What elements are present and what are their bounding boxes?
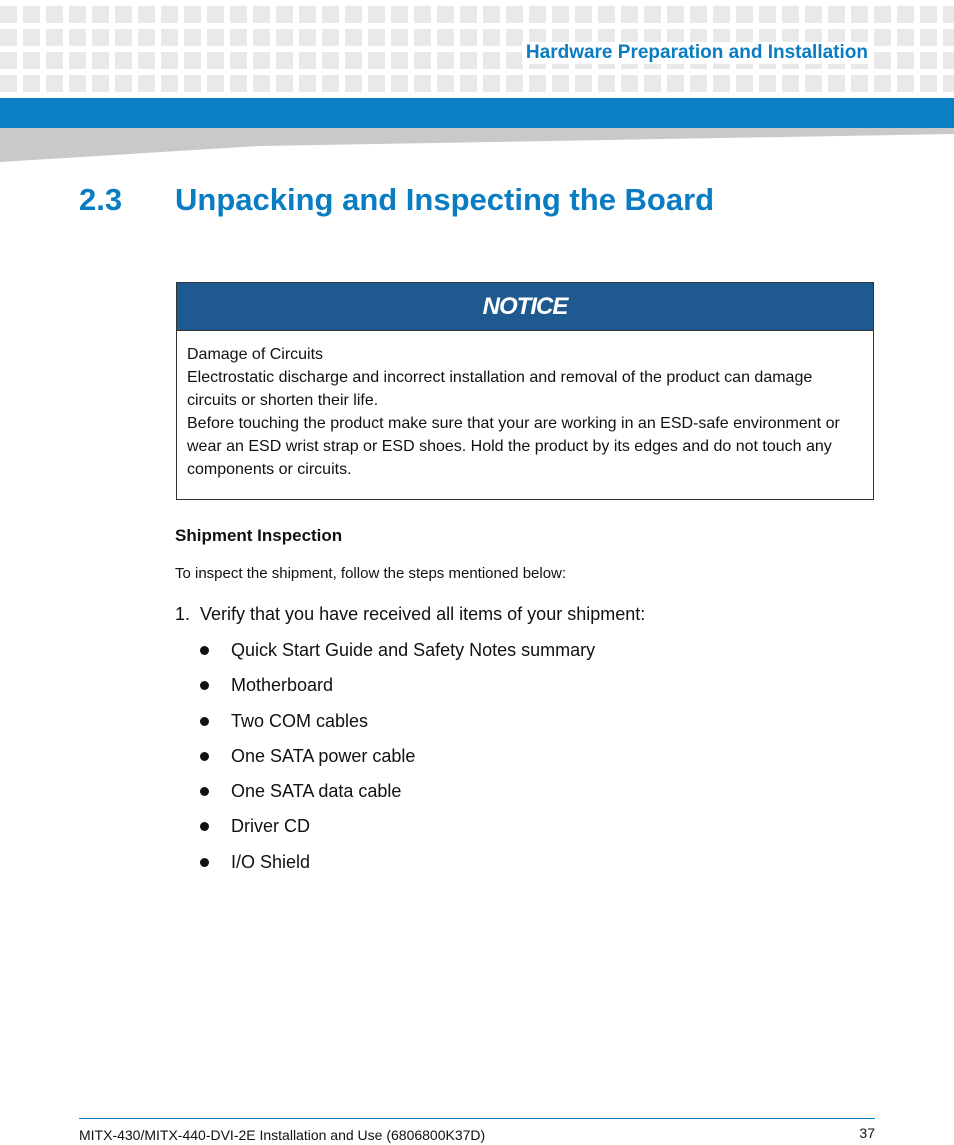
header-swoosh: [0, 128, 954, 164]
bullet-icon: [200, 822, 209, 831]
footer-document-title: MITX-430/MITX-440-DVI-2E Installation and Use (6806800K37D): [79, 1127, 486, 1143]
list-item: [200, 850, 595, 885]
bullet-icon: [200, 858, 209, 867]
bullet-icon: [200, 752, 209, 761]
notice-heading: Damage of Circuits: [187, 346, 324, 363]
notice-paragraph-1: Electrostatic discharge and incorrect installation and removal of the product can damage circuits or shorten their life.: [187, 369, 813, 409]
notice-box: [176, 282, 874, 500]
footer-rule: [79, 1118, 875, 1119]
list-item: [200, 709, 595, 744]
bullet-icon: [200, 646, 209, 655]
list-item: [200, 744, 595, 779]
shipment-subheading: Shipment Inspection: [175, 526, 343, 545]
list-item: [200, 673, 595, 708]
bullet-icon: [200, 787, 209, 796]
page-number: 37: [859, 1125, 875, 1141]
section-title-text: Unpacking and Inspecting the Board: [175, 182, 715, 217]
list-item-text: Quick Start Guide and Safety Notes summary: [231, 640, 596, 660]
running-header-title: Hardware Preparation and Installation: [522, 42, 872, 64]
list-item-text: Motherboard: [231, 675, 334, 696]
list-item: [200, 638, 595, 673]
list-item-text: I/O Shield: [231, 851, 311, 872]
list-item-text: Two COM cables: [231, 710, 369, 731]
list-item-text: One SATA data cable: [231, 781, 402, 802]
list-item-text: Driver CD: [231, 816, 310, 837]
notice-header: [177, 283, 873, 331]
section-heading: [79, 182, 714, 218]
bullet-icon: [200, 681, 209, 690]
shipment-intro: To inspect the shipment, follow the steps mentioned below:: [175, 565, 567, 582]
list-item: [200, 814, 595, 849]
list-item-text: One SATA power cable: [231, 745, 416, 766]
section-number: 2.3: [79, 182, 123, 217]
notice-paragraph-2: Before touching the product make sure that your are working in an ESD-safe environment or wear an ESD wrist strap or ESD shoes. Hold the product by its edges and do not touch any components or circuits.: [187, 415, 840, 478]
shipment-item-list: [200, 638, 595, 885]
header-band: [0, 98, 954, 128]
list-item: [200, 779, 595, 814]
notice-body: [177, 331, 873, 481]
step-1: 1. Verify that you have received all items of your shipment:: [175, 604, 646, 624]
notice-label: NOTICE: [482, 292, 568, 320]
bullet-icon: [200, 717, 209, 726]
